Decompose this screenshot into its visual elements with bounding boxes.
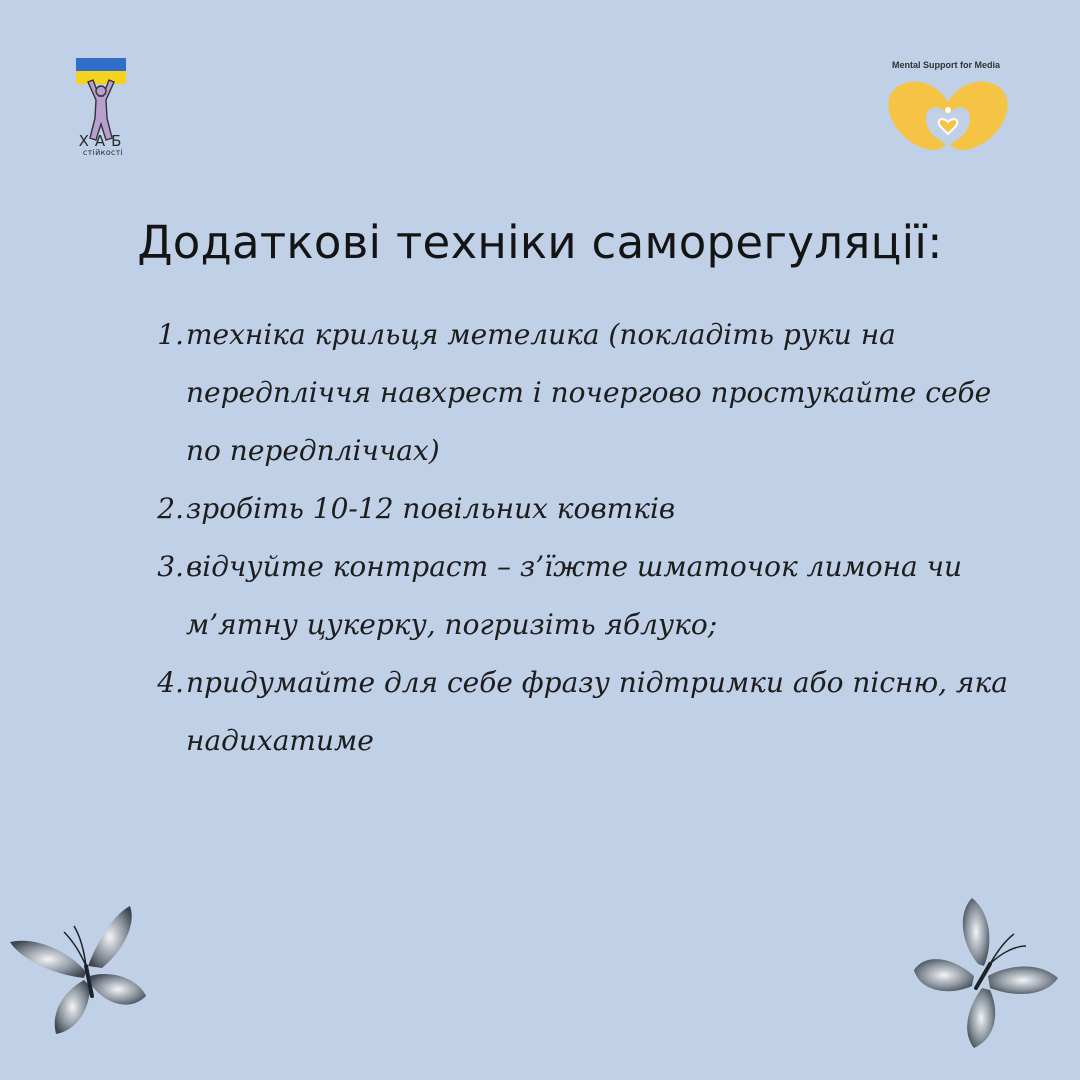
mental-support-logo-name: Mental Support for Media: [892, 60, 1000, 70]
mental-support-logo: [860, 56, 1032, 166]
page-title: Додаткові техніки саморегуляції:: [137, 216, 943, 269]
list-item: [150, 480, 1010, 538]
hub-logo: [62, 52, 142, 162]
list-item-text: придумайте для себе фразу підтримки або пісню, яка надихатиме: [186, 666, 1008, 757]
hub-logo-name: ХАБ: [78, 132, 128, 150]
list-item-number: 4.: [157, 666, 184, 699]
tips-list: [150, 306, 1010, 770]
hub-logo-subtitle: стійкості: [82, 148, 124, 157]
hands-heart-icon: [884, 72, 1012, 156]
list-item-number: 3.: [157, 550, 184, 583]
butterfly-icon: [6, 900, 156, 1040]
list-item-text: зробіть 10-12 повільних ковтків: [186, 492, 676, 525]
list-item-number: 1.: [157, 318, 184, 351]
list-item-text: відчуйте контраст – з’їжте шматочок лимона чи м’ятну цукерку, погризіть яблуко;: [186, 550, 963, 641]
butterfly-icon: [910, 892, 1065, 1052]
list-item: [150, 306, 1010, 480]
list-item-number: 2.: [157, 492, 184, 525]
list-item-text: техніка крильця метелика (покладіть руки на передпліччя навхрест і почергово простукайте себе по передпліччах): [186, 318, 992, 467]
list-item: [150, 654, 1010, 770]
list-item: [150, 538, 1010, 654]
